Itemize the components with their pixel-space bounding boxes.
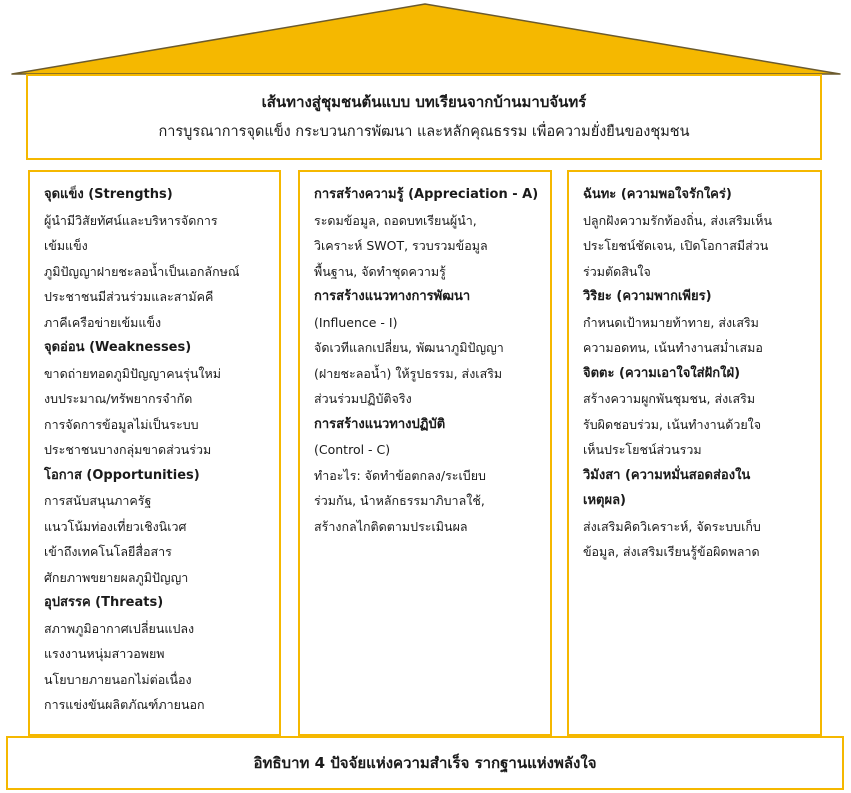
text-line: ศักยภาพขยายผลภูมิปัญญา xyxy=(44,569,189,585)
text-line: ประโยชน์ชัดเจน, เปิดโอกาสมีส่วน xyxy=(583,238,769,253)
text-line: ระดมข้อมูล, ถอดบทเรียนผู้นำ, xyxy=(314,212,477,228)
text-line: ประชาชนมีส่วนร่วมและสามัคคี xyxy=(44,289,214,304)
text-line: ส่วนร่วมปฏิบัติจริง xyxy=(314,391,412,406)
text-line: ข้อมูล, ส่งเสริมเรียนรู้ข้อผิดพลาด xyxy=(583,544,760,559)
text-line: ร่วมตัดสินใจ xyxy=(583,263,651,279)
text-line: เห็นประโยชน์ส่วนรวม xyxy=(583,442,702,457)
text-line: งบประมาณ/ทรัพยากรจำกัด xyxy=(44,391,193,406)
text-line: สภาพภูมิอากาศเปลี่ยนแปลง xyxy=(44,620,195,636)
text-line: สร้างความผูกพันชุมชน, ส่งเสริม xyxy=(583,391,756,406)
text-line: รับผิดชอบร่วม, เน้นทำงานด้วยใจ xyxy=(583,416,762,432)
text-line: แนวโน้มท่องเที่ยวเชิงนิเวศ xyxy=(44,518,187,534)
section-heading-control: การสร้างแนวทางปฏิบัติ xyxy=(314,416,446,432)
section-heading-threats: อุปสรรค (Threats) xyxy=(44,595,164,610)
text-line: ส่งเสริมคิดวิเคราะห์, จัดระบบเก็บ xyxy=(583,518,761,534)
pillar-swot xyxy=(28,170,281,736)
section-heading-appreciation: การสร้างความรู้ (Appreciation - A) xyxy=(314,187,539,202)
roof-triangle xyxy=(0,0,851,80)
text-line: กำหนดเป้าหมายท้าทาย, ส่งเสริม xyxy=(583,314,759,330)
text-line: การจัดการข้อมูลไม่เป็นระบบ xyxy=(44,416,199,432)
text-line: ผู้นำมีวิสัยทัศน์และบริหารจัดการ xyxy=(44,212,218,228)
section-heading-influence: การสร้างแนวทางการพัฒนา xyxy=(314,289,471,304)
header-box xyxy=(26,74,822,160)
section-heading-strengths: จุดแข็ง (Strengths) xyxy=(44,187,173,202)
text-line: การสนับสนุนภาครัฐ xyxy=(44,493,152,508)
text-line: เข้มแข็ง xyxy=(44,238,88,253)
text-line: (Control - C) xyxy=(314,442,391,457)
section-heading-opportunities: โอกาส (Opportunities) xyxy=(44,467,200,483)
section-heading-vimamsa: วิมังสา (ความหมั่นสอดส่องใน xyxy=(583,467,751,483)
text-line: ภาคีเครือข่ายเข้มแข็ง xyxy=(44,314,162,330)
text-line: (Influence - I) xyxy=(314,314,398,330)
pillar-aic-process xyxy=(298,170,552,736)
text-line: ขาดถ่ายทอดภูมิปัญญาคนรุ่นใหม่ xyxy=(44,365,221,381)
section-heading-chanda: ฉันทะ (ความพอใจรักใคร่) xyxy=(583,187,732,202)
text-line: ร่วมกัน, นำหลักธรรมาภิบาลใช้, xyxy=(314,493,485,508)
section-heading-citta: จิตตะ (ความเอาใจใส่ฝักใฝ่) xyxy=(583,365,741,381)
text-line: ภูมิปัญญาฝายชะลอน้ำเป็นเอกลักษณ์ xyxy=(44,263,240,279)
section-heading-weaknesses: จุดอ่อน (Weaknesses) xyxy=(44,340,192,355)
foundation-text: อิทธิบาท 4 ปัจจัยแห่งความสำเร็จ รากฐานแห่งพลังใจ xyxy=(253,754,597,772)
text-line: (ฝายชะลอน้ำ) ให้รูปธรรม, ส่งเสริม xyxy=(314,365,503,381)
diagram-title: เส้นทางสู่ชุมชนต้นแบบ บทเรียนจากบ้านมาบจันทร์ xyxy=(261,93,587,111)
text-line: เข้าถึงเทคโนโลยีสื่อสาร xyxy=(44,544,172,559)
text-line: จัดเวทีแลกเปลี่ยน, พัฒนาภูมิปัญญา xyxy=(314,340,504,355)
text-line: นโยบายภายนอกไม่ต่อเนื่อง xyxy=(44,671,192,687)
text-line: วิเคราะห์ SWOT, รวบรวมข้อมูล xyxy=(314,238,488,253)
foundation-box xyxy=(6,736,844,790)
text-line: การแข่งขันผลิตภัณฑ์ภายนอก xyxy=(44,697,205,712)
pillar-iddhipada xyxy=(567,170,822,736)
text-line: ปลูกฝังความรักท้องถิ่น, ส่งเสริมเห็น xyxy=(583,212,773,228)
text-line: สร้างกลไกติดตามประเมินผล xyxy=(314,518,468,534)
text-line: แรงงานหนุ่มสาวอพยพ xyxy=(44,646,165,661)
diagram-subtitle: การบูรณาการจุดแข็ง กระบวนการพัฒนา และหลักคุณธรรม เพื่อความยั่งยืนของชุมชน xyxy=(158,124,690,140)
text-line: ประชาชนบางกลุ่มขาดส่วนร่วม xyxy=(44,442,212,457)
text-line: ความอดทน, เน้นทำงานสม่ำเสมอ xyxy=(583,340,763,355)
text-line: ทำอะไร: จัดทำข้อตกลง/ระเบียบ xyxy=(314,467,486,483)
section-heading-vimamsa-cont: เหตุผล) xyxy=(583,493,626,508)
section-heading-viriya: วิริยะ (ความพากเพียร) xyxy=(583,289,712,304)
text-line: พื้นฐาน, จัดทำชุดความรู้ xyxy=(314,263,446,279)
